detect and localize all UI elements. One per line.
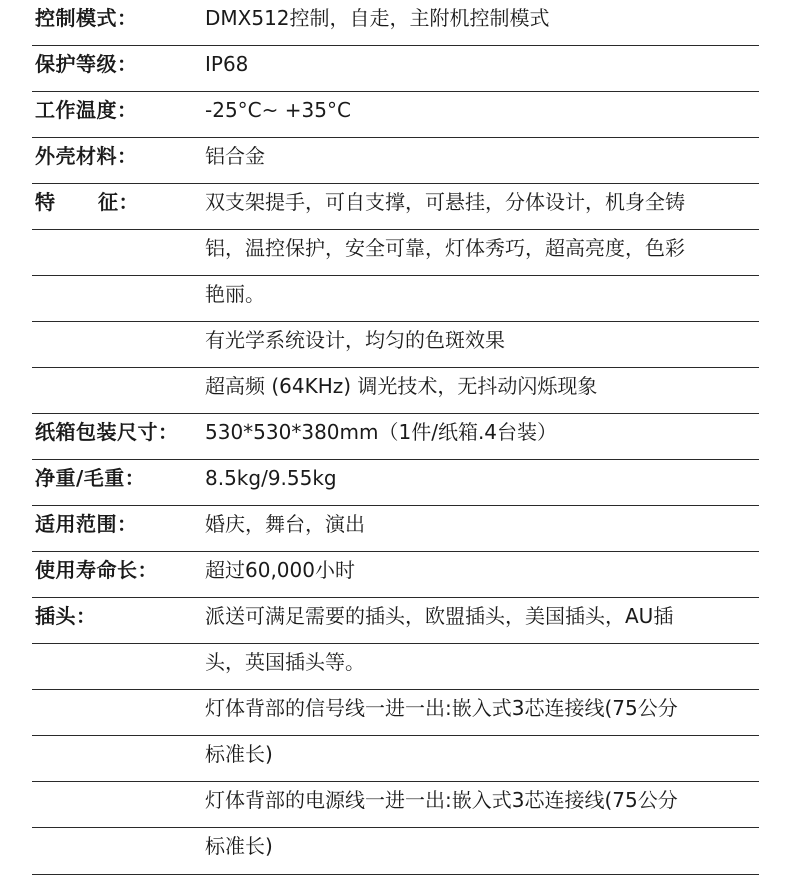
spec-value: 铝合金	[205, 144, 265, 168]
spec-row-features	[32, 184, 759, 230]
spec-row-carton	[32, 414, 759, 460]
spec-value: 530*530*380mm（1件/纸箱.4台装）	[205, 420, 558, 444]
spec-value-line: 艳丽。	[205, 282, 265, 306]
spec-value-line: 灯体背部的信号线一进一出:嵌入式3芯连接线(75公分	[205, 696, 678, 720]
spec-row-control-mode	[32, 0, 759, 46]
spec-value-line: 双支架提手，可自支撑，可悬挂，分体设计，机身全铸	[205, 190, 685, 214]
spec-label: 外壳材料：	[35, 144, 138, 168]
spec-value: 婚庆，舞台，演出	[205, 512, 365, 536]
spec-row-application	[32, 506, 759, 552]
spec-row-features-cont	[32, 322, 759, 368]
spec-row-plug-cont	[32, 828, 759, 875]
spec-value: DMX512控制，自走，主附机控制模式	[205, 6, 550, 30]
spec-value-line: 超高频 (64KHz) 调光技术，无抖动闪烁现象	[205, 374, 598, 398]
spec-value-line: 铝，温控保护，安全可靠，灯体秀巧，超高亮度，色彩	[205, 236, 685, 260]
spec-row-plug-cont	[32, 644, 759, 690]
spec-value: 8.5kg/9.55kg	[205, 466, 337, 490]
spec-label: 纸箱包装尺寸：	[35, 420, 179, 444]
spec-value-line: 有光学系统设计，均匀的色斑效果	[205, 328, 505, 352]
spec-value-line: 标准长)	[205, 742, 273, 766]
spec-row-shell-material	[32, 138, 759, 184]
spec-label: 适用范围：	[35, 512, 138, 536]
spec-row-plug	[32, 598, 759, 644]
spec-value: IP68	[205, 52, 249, 76]
spec-row-protection	[32, 46, 759, 92]
spec-label-part: 特	[35, 190, 56, 214]
spec-label: 使用寿命长：	[35, 558, 158, 582]
spec-row-plug-cont	[32, 782, 759, 828]
spec-table	[32, 0, 759, 875]
spec-value-line: 标准长)	[205, 834, 273, 858]
spec-label	[35, 184, 139, 221]
spec-row-features-cont	[32, 276, 759, 322]
spec-label: 插头：	[35, 604, 97, 628]
spec-label: 净重/毛重：	[35, 466, 146, 490]
spec-row-features-cont	[32, 230, 759, 276]
spec-label: 控制模式：	[35, 6, 138, 30]
spec-row-lifespan	[32, 552, 759, 598]
spec-value: -25°C~ +35°C	[205, 98, 351, 122]
spec-label-part: 征：	[98, 190, 139, 214]
spec-row-plug-cont	[32, 736, 759, 782]
spec-label: 工作温度：	[35, 98, 138, 122]
spec-value: 超过60,000小时	[205, 558, 355, 582]
spec-row-features-cont	[32, 368, 759, 414]
spec-value-line: 派送可满足需要的插头，欧盟插头，美国插头，AU插	[205, 604, 674, 628]
spec-row-working-temp	[32, 92, 759, 138]
spec-row-weight	[32, 460, 759, 506]
spec-label: 保护等级：	[35, 52, 138, 76]
spec-value-line: 灯体背部的电源线一进一出:嵌入式3芯连接线(75公分	[205, 788, 678, 812]
spec-value-line: 头，英国插头等。	[205, 650, 365, 674]
spec-row-plug-cont	[32, 690, 759, 736]
